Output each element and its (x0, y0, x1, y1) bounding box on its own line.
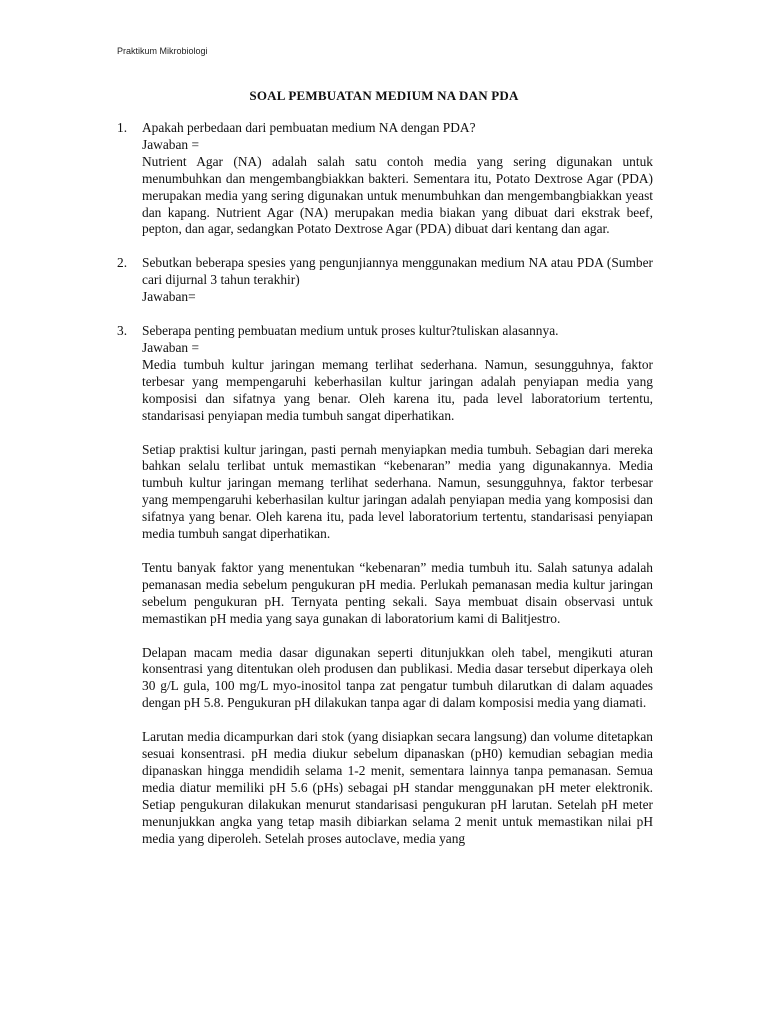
answer-paragraph: Nutrient Agar (NA) adalah salah satu contoh media yang sering digunakan untuk menumbuhkan dan mengembangbiakkan bakteri. Sementara itu, Potato Dextrose Agar (PDA) merupakan media yang sering digunakan untuk menumbuhkan dan mengembangbiakkan yeast dan kapang. Nutrient Agar (NA) merupakan media biakan yang dibuat dari ekstrak beef, pepton, dan agar, sedangkan Potato Dextrose Agar (PDA) dibuat dari kentang dan agar. (142, 153, 653, 237)
question-1 (117, 120, 653, 238)
document-body (117, 120, 653, 848)
page-header: Praktikum Mikrobiologi (117, 46, 208, 56)
answer-label: Jawaban = (142, 136, 200, 152)
answer-label: Jawaban = (142, 339, 200, 355)
document-title: SOAL PEMBUATAN MEDIUM NA DAN PDA (249, 88, 519, 103)
answer-label: Jawaban= (142, 289, 196, 305)
answer-paragraph: Setiap praktisi kultur jaringan, pasti pernah menyiapkan media tumbuh. Sebagian dari mereka bahkan selalu terlibat untuk memastikan “kebenaran” media yang digunakannya. Media tumbuh kultur jaringan memang terlihat sederhana. Namun, sesungguhnya, faktor terbesar yang mempengaruhi keberhasilan kultur jaringan adalah penyiapan media yang komposisi dan sifatnya yang benar. Oleh karena itu, pada level laboratorium tertentu, standarisasi penyiapan media tumbuh sangat diperhatikan. (142, 441, 653, 542)
question-number: 3. (117, 323, 128, 339)
answer-paragraph: Media tumbuh kultur jaringan memang terlihat sederhana. Namun, sesungguhnya, faktor terbesar yang mempengaruhi keberhasilan kultur jaringan adalah penyiapan media yang komposisi dan sifatnya yang benar. Oleh karena itu, pada level laboratorium tertentu, standarisasi penyiapan media tumbuh sangat diperhatikan. (142, 356, 653, 423)
question-2 (117, 255, 653, 306)
question-number: 2. (117, 255, 128, 271)
question-text: Seberapa penting pembuatan medium untuk proses kultur?tuliskan alasannya. (142, 323, 559, 339)
question-number: 1. (117, 120, 128, 135)
answer-paragraph: Tentu banyak faktor yang menentukan “kebenaran” media tumbuh itu. Salah satunya adalah pemanasan media sebelum pengukuran pH media. Perlukah pemanasan media kultur jaringan sebelum pengukuran pH. Ternyata penting sekali. Saya membuat disain observasi untuk memastikan pH media yang saya gunakan di laboratorium kami di Balitjestro. (142, 559, 653, 626)
answer-paragraph: Larutan media dicampurkan dari stok (yang disiapkan secara langsung) dan volume ditetapkan sesuai konsentrasi. pH media diukur sebelum dipanaskan (pH0) kemudian sebagian media dipanaskan hingga mendidih selama 1-2 menit, sementara lainnya tanpa pemanasan. Semua media diatur memiliki pH 5.6 (pHs) sebagai pH standar menggunakan pH meter elektronik. Setiap pengukuran dilakukan menurut standarisasi pengukuran pH larutan. Setelah pH meter menunjukkan angka yang tetap masih dibiarkan selama 2 menit untuk memastikan nilai pH media yang diperoleh. Setelah proses autoclave, media yang (142, 729, 653, 846)
question-text: Apakah perbedaan dari pembuatan medium NA dengan PDA? (142, 120, 476, 135)
question-text: Sebutkan beberapa spesies yang pengunjiannya menggunakan medium NA atau PDA (Sumber cari dijurnal 3 tahun terakhir) (142, 255, 653, 288)
question-3 (117, 323, 653, 847)
answer-paragraph: Delapan macam media dasar digunakan seperti ditunjukkan oleh tabel, mengikuti aturan konsentrasi yang ditentukan oleh produsen dan publikasi. Media dasar tersebut diperkaya oleh 30 g/L gula, 100 mg/L myo-inositol tanpa zat pengatur tumbuh dilarutkan di dalam aquades dengan pH 5.8. Pengukuran pH dilakukan tanpa agar di dalam komposisi media yang diamati. (142, 644, 653, 711)
